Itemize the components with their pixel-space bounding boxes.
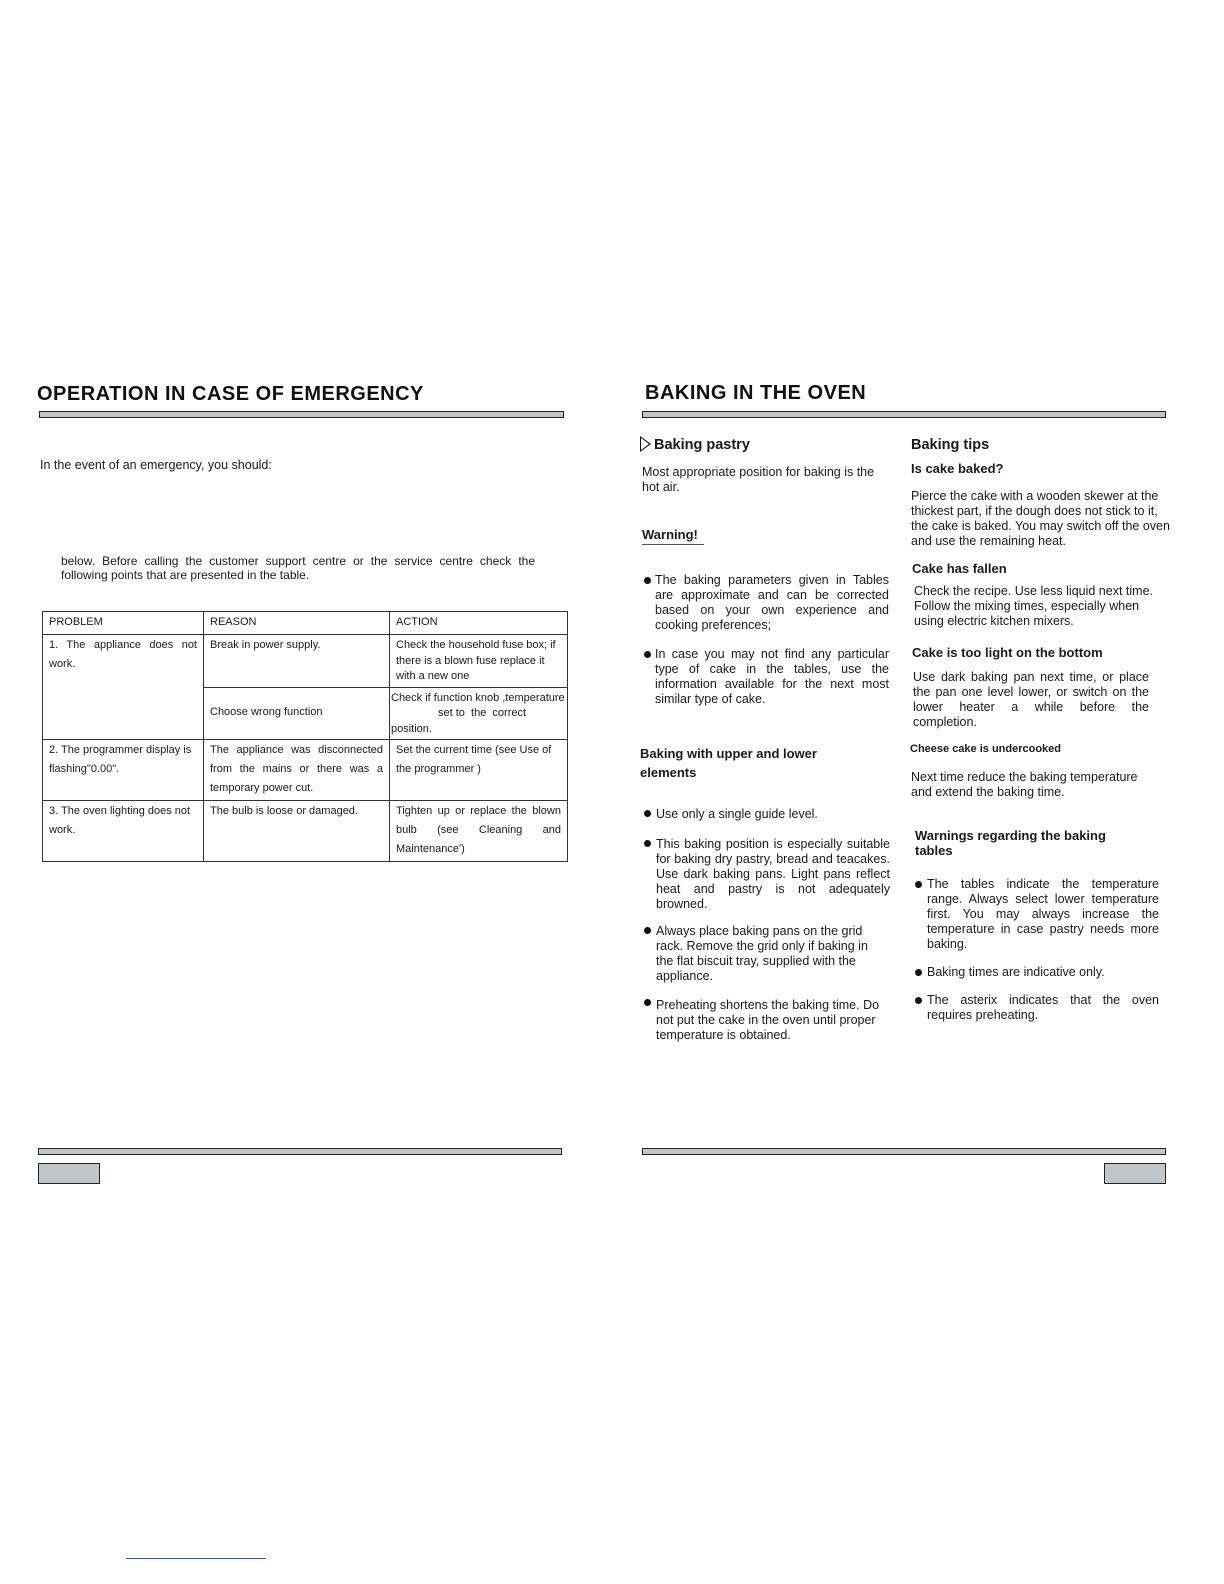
- right-footer-rule: [642, 1148, 1166, 1155]
- row1b-action-line1: Check if function knob ,temperature: [391, 691, 565, 704]
- right-page-title: BAKING IN THE OVEN: [645, 382, 867, 404]
- link-underline: [126, 1558, 266, 1559]
- col2-bullet-1: The tables indicate the temperature range. Always select lower temperature first. You may always increase the temperature in case pastry needs more baking.: [927, 877, 1159, 951]
- row1b-action-line3: position.: [391, 722, 432, 735]
- row1a-action: Check the household fuse box; if there is a blown fuse replace it with a new one: [390, 635, 568, 688]
- left-title-rule: [39, 411, 564, 418]
- upper-lower-heading-line2: elements: [640, 765, 697, 780]
- header-reason: REASON: [204, 612, 390, 635]
- table-row: [43, 801, 568, 862]
- row1a-reason: Break in power supply.: [204, 635, 390, 688]
- cake-baked-text: Pierce the cake with a wooden skewer at the thickest part, if the dough does not stick to it, the cake is baked. You may switch off the oven and use the remaining heat.: [911, 489, 1170, 548]
- row1b-action-line2: set to the correct: [438, 707, 527, 719]
- warning-heading: Warning!: [642, 526, 704, 545]
- bullet-icon: [644, 651, 651, 658]
- cake-light-heading: Cake is too light on the bottom: [912, 645, 1103, 660]
- table-row: [43, 740, 568, 801]
- emergency-intro: In the event of an emergency, you should:: [40, 458, 272, 472]
- bullet-icon: [644, 810, 651, 817]
- cake-light-text: Use dark baking pan next time, or place the pan one level lower, or switch on the lower heater a while before the completion.: [913, 670, 1149, 729]
- row2-action: Set the current time (see Use of the programmer ): [390, 740, 568, 801]
- col1-bullet-4: This baking position is especially suitable for baking dry pastry, bread and teacakes. Use dark baking pans. Light pans reflect heat and pastry is not adequately browned.: [656, 837, 890, 911]
- row1b-reason: Choose wrong function: [204, 687, 390, 740]
- cake-fallen-heading: Cake has fallen: [912, 561, 1007, 576]
- header-problem: PROBLEM: [43, 612, 204, 635]
- bullet-icon: [915, 881, 922, 888]
- col1-bullet-2: In case you may not find any particular type of cake in the tables, use the information available for the next most similar type of cake.: [655, 647, 889, 706]
- check-points-text: below. Before calling the customer support centre or the service centre check the following points that are presented in the table.: [61, 554, 535, 582]
- right-page-number-box: [1104, 1163, 1166, 1184]
- left-page-title: OPERATION IN CASE OF EMERGENCY: [37, 383, 424, 405]
- left-page-number-box: [38, 1163, 100, 1184]
- table-row: [43, 635, 568, 688]
- row3-problem: 3. The oven lighting does not work.: [43, 801, 204, 862]
- bullet-icon: [644, 927, 651, 934]
- col1-bullet-5: Always place baking pans on the grid rack. Remove the grid only if baking in the flat biscuit tray, supplied with the appliance.: [656, 924, 868, 983]
- cake-fallen-text: Check the recipe. Use less liquid next time. Follow the mixing times, especially when using electric kitchen mixers.: [914, 584, 1153, 628]
- emergency-table: [42, 611, 568, 862]
- col2-bullet-3: The asterix indicates that the oven requires preheating.: [927, 993, 1159, 1022]
- warnings-tables-heading-line2: tables: [915, 843, 953, 858]
- table-header-row: [43, 612, 568, 635]
- row1-problem: 1. The appliance does not work.: [43, 635, 204, 740]
- row2-problem: 2. The programmer display is flashing"0.00".: [43, 740, 204, 801]
- cheese-cake-heading: Cheese cake is undercooked: [910, 743, 1062, 755]
- bullet-icon: [915, 969, 922, 976]
- col1-bullet-3: Use only a single guide level.: [656, 807, 818, 821]
- row3-action: Tighten up or replace the blown bulb (see Cleaning and Maintenance'): [390, 801, 568, 862]
- baking-pastry-heading: Baking pastry: [654, 437, 750, 453]
- left-footer-rule: [38, 1148, 562, 1155]
- upper-lower-heading-line1: Baking with upper and lower: [640, 746, 817, 761]
- play-triangle-icon: [640, 436, 651, 452]
- col1-bullet-6: Preheating shortens the baking time. Do not put the cake in the oven until proper temperature is obtained.: [656, 998, 880, 1042]
- col1-bullet-1: The baking parameters given in Tables are approximate and can be corrected based on your own experience and cooking preferences;: [655, 573, 889, 632]
- cake-baked-heading: Is cake baked?: [911, 461, 1004, 476]
- header-action: ACTION: [390, 612, 568, 635]
- bullet-icon: [644, 577, 651, 584]
- baking-pastry-text: Most appropriate position for baking is the hot air.: [642, 465, 875, 494]
- bullet-icon: [644, 999, 651, 1006]
- cheese-cake-text: Next time reduce the baking temperature and extend the baking time.: [911, 770, 1138, 799]
- row1b-action: [390, 687, 568, 740]
- baking-tips-heading: Baking tips: [911, 437, 990, 453]
- bullet-icon: [915, 997, 922, 1004]
- col2-bullet-2: Baking times are indicative only.: [927, 965, 1105, 979]
- row3-reason: The bulb is loose or damaged.: [204, 801, 390, 862]
- row2-reason: The appliance was disconnected from the mains or there was a temporary power cut.: [204, 740, 390, 801]
- bullet-icon: [644, 840, 651, 847]
- right-title-rule: [642, 411, 1166, 418]
- warnings-tables-heading-line1: Warnings regarding the baking: [915, 828, 1106, 843]
